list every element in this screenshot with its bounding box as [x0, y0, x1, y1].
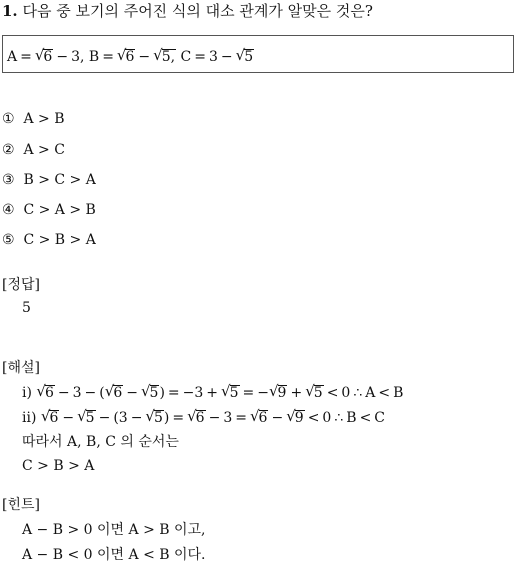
explanation-heading: [해설] — [2, 360, 40, 376]
choice-marker: ② — [2, 142, 15, 158]
choice-3[interactable] — [2, 171, 96, 189]
choice-text: C > A > B — [23, 202, 96, 218]
choice-2[interactable] — [2, 141, 65, 159]
explanation-step-1: ⅰ) √6 − 3 − (√6 − √5) = −3 + √5 = −√9 + √5 < 0 ∴ A < B — [22, 382, 404, 401]
question-text: 다음 중 보기의 주어진 식의 대소 관계가 알맞은 것은? — [22, 2, 373, 20]
choice-5[interactable] — [2, 231, 96, 249]
step-label: ⅰ) — [22, 385, 32, 401]
choice-text: C > B > A — [23, 232, 96, 248]
hint-line-1: A − B > 0 이면 A > B 이고, — [22, 522, 206, 538]
definition-line: A = √6 − 3, B = √6 − √5, C = 3 − √5 — [7, 46, 254, 65]
choice-text: A > C — [23, 142, 65, 158]
question-line — [2, 2, 373, 20]
choice-text: B > C > A — [23, 172, 96, 188]
choice-text: A > B — [23, 111, 65, 127]
step-label: ⅱ) — [22, 410, 37, 426]
explanation-step-2: ⅱ) √6 − √5 − (3 − √5) = √6 − 3 = √6 − √9 < 0 ∴ B < C — [22, 407, 386, 426]
choice-marker: ⑤ — [2, 232, 15, 248]
hint-line-2: A − B < 0 이면 A < B 이다. — [22, 547, 206, 563]
choice-marker: ③ — [2, 172, 15, 188]
choice-marker: ④ — [2, 202, 15, 218]
choice-4[interactable] — [2, 201, 96, 219]
answer-heading: [정답] — [2, 277, 40, 293]
choice-marker: ① — [2, 111, 15, 127]
hint-heading: [힌트] — [2, 497, 40, 513]
definition-box — [2, 35, 514, 73]
explanation-step-4: C > B > A — [22, 458, 95, 474]
answer-value: 5 — [22, 300, 31, 316]
explanation-step-3: 따라서 A, B, C 의 순서는 — [22, 434, 179, 450]
question-number: 1. — [2, 2, 18, 20]
choice-1[interactable] — [2, 110, 65, 128]
